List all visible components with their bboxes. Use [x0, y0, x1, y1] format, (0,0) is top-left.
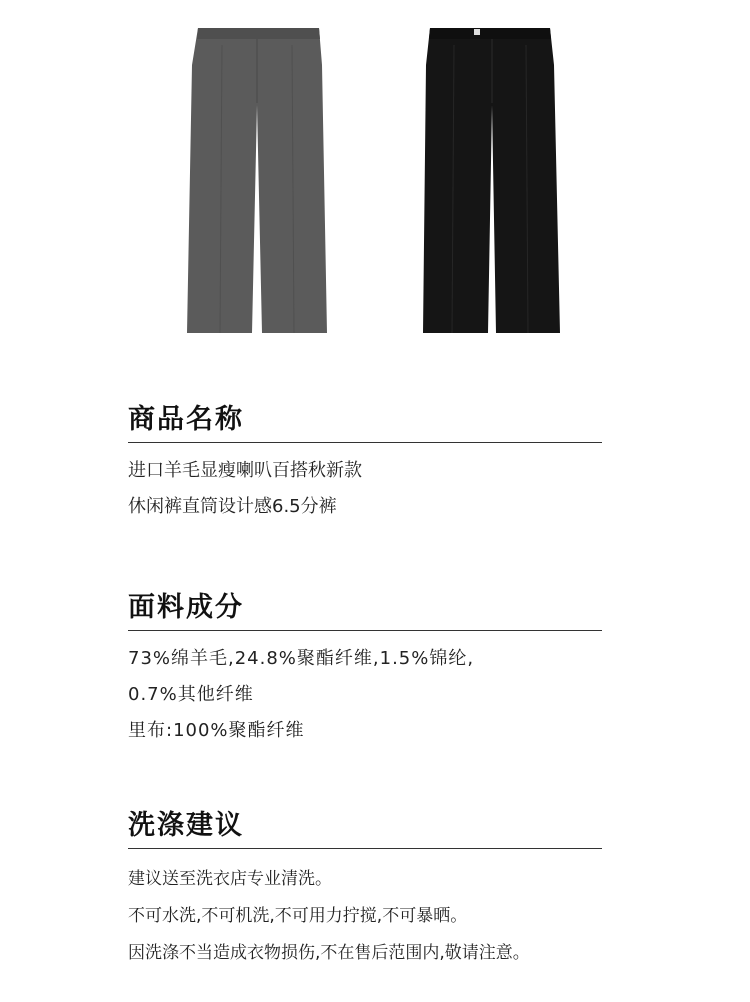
product-name-title: 商品名称: [128, 402, 602, 443]
product-name-line: 进口羊毛显瘦喇叭百搭秋新款: [128, 460, 362, 481]
fabric-line: 73%绵羊毛,24.8%聚酯纤维,1.5%锦纶,: [128, 648, 475, 669]
product-name-section: [128, 402, 602, 525]
care-line: 不可水洗,不可机洗,不可用力拧搅,不可暴晒。: [128, 906, 468, 926]
product-name-line: 休闲裤直筒设计感6.5分裤: [128, 496, 337, 517]
grey-pants-image: [182, 25, 332, 337]
fabric-line: 0.7%其他纤维: [128, 684, 254, 705]
care-body: [128, 861, 602, 972]
fabric-section: [128, 590, 602, 749]
care-title: 洗涤建议: [128, 808, 602, 849]
lining-line: 里布:100%聚酯纤维: [128, 720, 305, 741]
fabric-body: [128, 641, 602, 749]
black-pants-image: [418, 25, 568, 337]
care-section: [128, 808, 602, 972]
care-line: 建议送至洗衣店专业清洗。: [128, 869, 332, 889]
fabric-title: 面料成分: [128, 590, 602, 631]
product-name-body: [128, 453, 602, 525]
care-line: 因洗涤不当造成衣物损伤,不在售后范围内,敬请注意。: [128, 943, 530, 963]
